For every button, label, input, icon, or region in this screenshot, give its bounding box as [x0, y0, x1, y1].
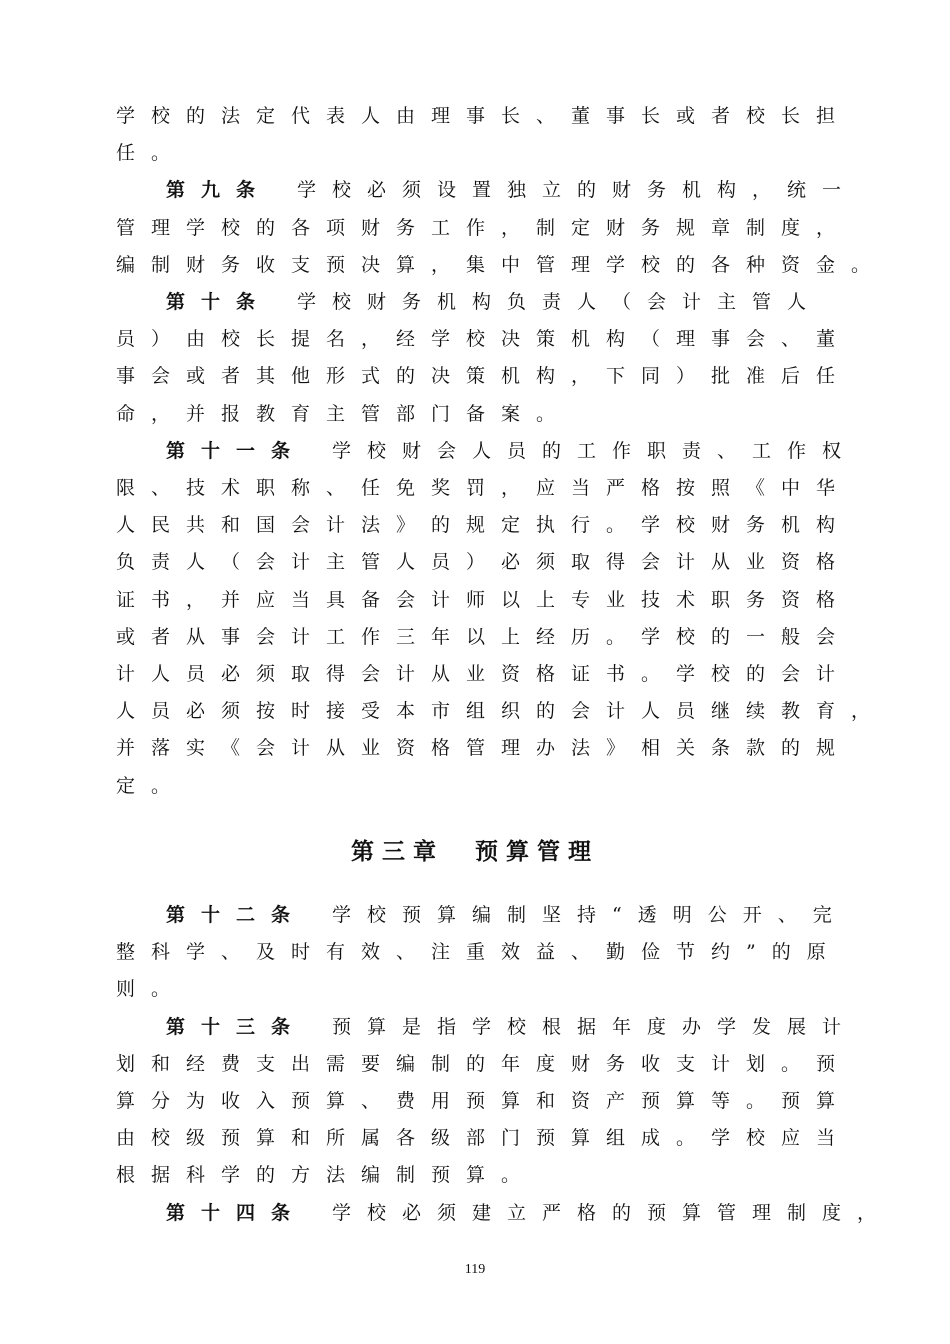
- text-line: [116, 624, 852, 650]
- line-text: 整科学、及时有效、注重效益、勤俭节约”的原: [116, 941, 842, 964]
- article-number: 第九条: [166, 179, 272, 202]
- text-line: [166, 438, 891, 464]
- line-text: 并落实《会计从业资格管理办法》相关条款的规: [116, 737, 852, 760]
- line-text: 负责人（会计主管人员）必须取得会计从业资格: [116, 551, 852, 574]
- line-text: 定。: [116, 774, 187, 797]
- text-line: [116, 549, 852, 575]
- line-text: 证书，并应当具备会计师以上专业技术职务资格: [116, 588, 852, 611]
- article-number: 第十一条: [166, 439, 307, 462]
- chapter-heading: 第三章 预算管理: [351, 838, 599, 865]
- text-line: [116, 1051, 852, 1077]
- text-line: [116, 1125, 852, 1151]
- line-text: 根据科学的方法编制预算。: [116, 1164, 537, 1187]
- text-line: [116, 1162, 841, 1188]
- text-line: [116, 475, 852, 501]
- text-line: [116, 587, 852, 613]
- line-text: 或者从事会计工作三年以上经历。学校的一般会: [116, 625, 852, 648]
- line-text: 学校的法定代表人由理事长、董事长或者校长担: [116, 105, 852, 127]
- page-number: 119: [464, 1262, 486, 1277]
- text-line: [166, 289, 891, 315]
- text-line: [116, 252, 887, 278]
- line-text: 人民共和国会计法》的规定执行。学校财务机构: [116, 514, 852, 537]
- line-text: 事会或者其他形式的决策机构，下同）批准后任: [116, 365, 852, 388]
- article-number: 第十二条: [166, 904, 307, 926]
- text-line: [116, 976, 841, 1002]
- text-line: [116, 698, 887, 724]
- text-line: [116, 512, 852, 538]
- text-line: [116, 939, 841, 965]
- text-line: [116, 363, 852, 389]
- line-text: 则。: [116, 978, 187, 1001]
- article-number: 第十条: [166, 291, 272, 313]
- line-text: 学校财务机构负责人（会计主管人: [297, 291, 823, 313]
- line-text: 编制财务收支预决算，集中管理学校的各种资金。: [116, 253, 887, 276]
- line-text: 人员必须按时接受本市组织的会计人员继续教育，: [116, 700, 887, 723]
- line-text: 学校必须设置独立的财务机构，统一: [297, 179, 858, 202]
- line-text: 命，并报教育主管部门备案。: [116, 402, 572, 425]
- line-text: 学校财会人员的工作职责、工作权: [332, 439, 858, 462]
- text-line: [116, 661, 852, 687]
- line-text: 算分为收入预算、费用预算和资产预算等。预算: [116, 1090, 852, 1112]
- line-text: 预算是指学校根据年度办学发展计: [332, 1015, 858, 1038]
- line-text: 计人员必须取得会计从业资格证书。学校的会计: [116, 663, 852, 685]
- line-text: 管理学校的各项财务工作，制定财务规章制度，: [116, 216, 852, 239]
- text-line: [116, 1088, 852, 1114]
- line-text: 限、技术职称、任免奖罚，应当严格按照《中华: [116, 477, 852, 499]
- text-line: [116, 215, 852, 241]
- line-text: 划和经费支出需要编制的年度财务收支计划。预: [116, 1052, 852, 1075]
- text-line: [116, 735, 852, 761]
- text-line: [166, 902, 891, 928]
- article-number: 第十三条: [166, 1015, 307, 1038]
- text-line: [166, 1200, 891, 1226]
- line-text: 由校级预算和所属各级部门预算组成。学校应当: [116, 1127, 852, 1150]
- line-text: 学校必须建立严格的预算管理制度，: [332, 1201, 893, 1224]
- text-line: [116, 401, 841, 427]
- text-line: [116, 140, 841, 166]
- text-line: [166, 1014, 891, 1040]
- text-line: [116, 773, 841, 799]
- text-line: [116, 103, 852, 129]
- article-number: 第十四条: [166, 1201, 307, 1224]
- line-text: 员）由校长提名，经学校决策机构（理事会、董: [116, 328, 852, 351]
- line-text: 任。: [116, 142, 187, 165]
- text-line: [166, 177, 891, 203]
- text-line: [116, 326, 852, 352]
- line-text: 学校预算编制坚持“透明公开、完: [332, 904, 848, 926]
